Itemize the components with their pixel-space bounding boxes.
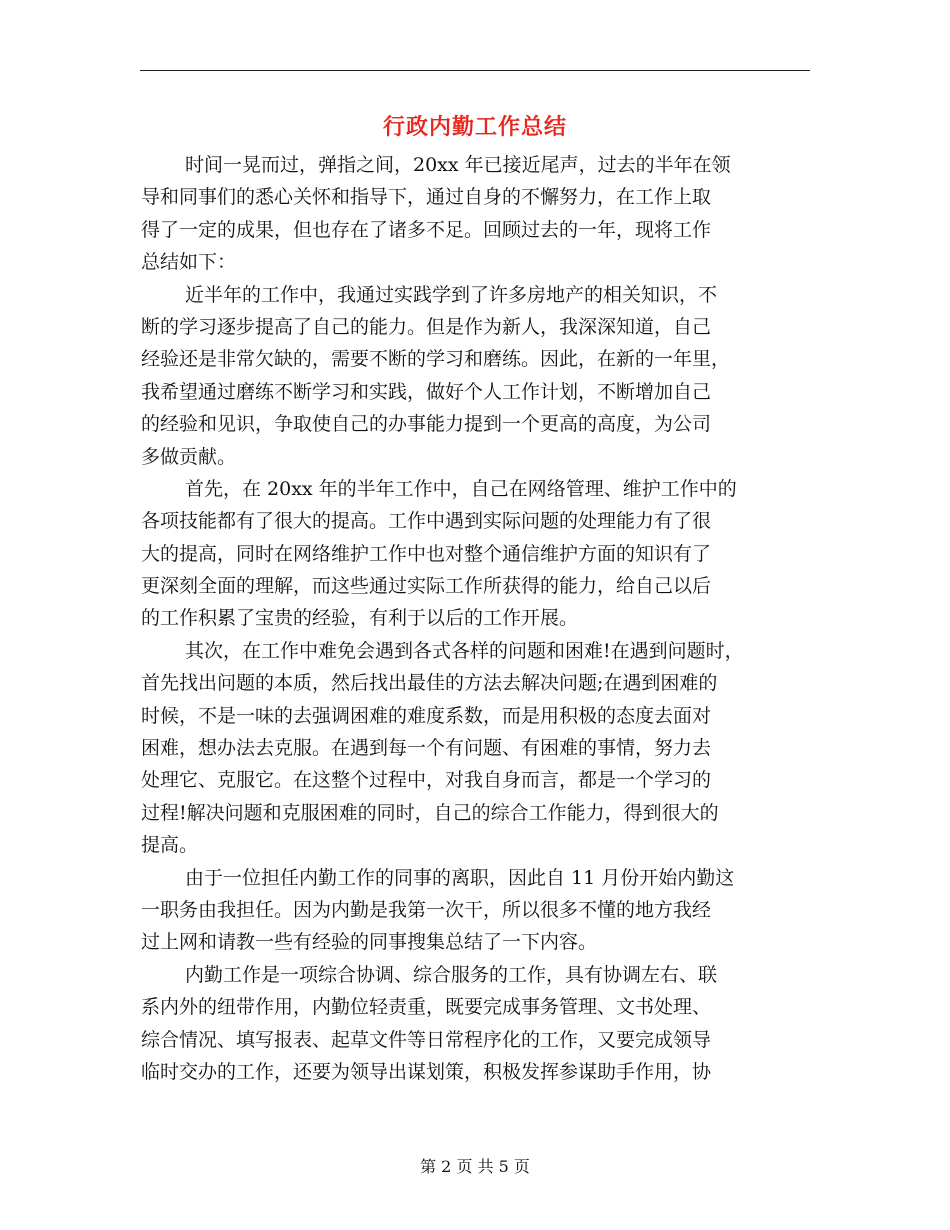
header-rule (140, 70, 810, 71)
text-line: 一职务由我担任。因为内勤是我第一次干，所以很多不懂的地方我经 (141, 898, 712, 921)
paragraph-first-line: 由于一位担任内勤工作的同事的离职，因此自 11 月份开始内勤这 (185, 866, 735, 889)
text-line: 总结如下： (141, 251, 237, 274)
text-line: 导和同事们的悉心关怀和指导下，通过自身的不懈努力，在工作上取 (141, 186, 712, 209)
text-line: 处理它、克服它。在这整个过程中，对我自身而言，都是一个学习的 (141, 769, 712, 792)
text-line: 多做贡献。 (141, 445, 237, 468)
paragraph-first-line: 近半年的工作中，我通过实践学到了许多房地产的相关知识，不 (185, 283, 718, 306)
text-line: 首先找出问题的本质，然后找出最佳的方法去解决问题;在遇到困难的 (141, 672, 718, 695)
text-line: 大的提高，同时在网络维护工作中也对整个通信维护方面的知识有了 (141, 542, 712, 565)
text-line: 更深刻全面的理解，而这些通过实际工作所获得的能力，给自己以后 (141, 575, 712, 598)
page-footer: 第 2 页 共 5 页 (420, 1157, 530, 1176)
document-body (141, 149, 813, 1088)
text-line: 各项技能都有了很大的提高。工作中遇到实际问题的处理能力有了很 (141, 510, 712, 533)
paragraph-first-line: 内勤工作是一项综合协调、综合服务的工作，具有协调左右、联 (185, 963, 718, 986)
text-line: 过程!解决问题和克服困难的同时，自己的综合工作能力，得到很大的 (141, 801, 719, 824)
text-line: 断的学习逐步提高了自己的能力。但是作为新人，我深深知道，自己 (141, 315, 712, 338)
text-line: 困难，想办法去克服。在遇到每一个有问题、有困难的事情，努力去 (141, 737, 712, 760)
text-line: 的经验和见识，争取使自己的办事能力提到一个更高的高度，为公司 (141, 413, 712, 436)
text-line: 经验还是非常欠缺的，需要不断的学习和磨练。因此，在新的一年里， (141, 348, 731, 371)
text-line: 临时交办的工作，还要为领导出谋划策，积极发挥参谋助手作用，协 (141, 1060, 712, 1083)
text-line: 系内外的纽带作用，内勤位轻责重，既要完成事务管理、文书处理、 (141, 996, 712, 1019)
paragraph-first-line: 首先，在 20xx 年的半年工作中，自己在网络管理、维护工作中的 (185, 477, 737, 500)
text-line: 得了一定的成果，但也存在了诸多不足。回顾过去的一年，现将工作 (141, 218, 712, 241)
text-line: 过上网和请教一些有经验的同事搜集总结了一下内容。 (141, 931, 598, 954)
text-line: 我希望通过磨练不断学习和实践，做好个人工作计划，不断增加自己 (141, 380, 712, 403)
text-line: 综合情况、填写报表、起草文件等日常程序化的工作，又要完成领导 (141, 1028, 712, 1051)
document-title: 行政内勤工作总结 (382, 114, 567, 140)
paragraph-first-line: 时间一晃而过，弹指之间，20xx 年已接近尾声，过去的半年在领 (185, 154, 731, 176)
text-line: 时候，不是一味的去强调困难的难度系数，而是用积极的态度去面对 (141, 704, 712, 727)
paragraph-first-line: 其次，在工作中难免会遇到各式各样的问题和困难!在遇到问题时， (185, 639, 744, 662)
text-line: 提高。 (141, 834, 199, 857)
text-line: 的工作积累了宝贵的经验，有利于以后的工作开展。 (141, 607, 579, 630)
